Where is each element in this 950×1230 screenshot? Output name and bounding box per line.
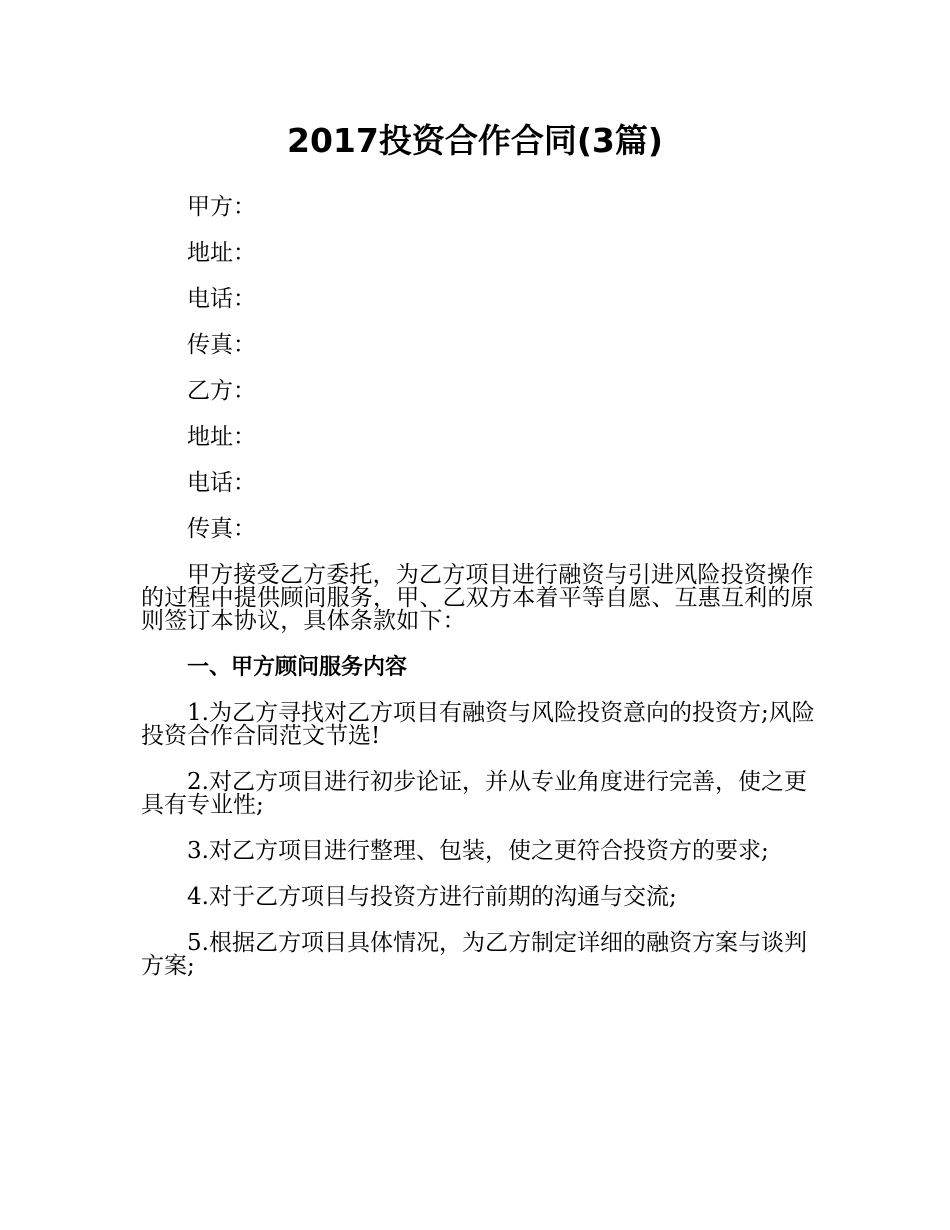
- party-a-address-label: 地址：: [187, 240, 256, 266]
- list-item: 3.对乙方项目进行整理、包装，使之更符合投资方的要求;: [187, 838, 769, 864]
- list-item: 4.对于乙方项目与投资方进行前期的沟通与交流;: [187, 884, 677, 910]
- document-body: [141, 196, 821, 1001]
- section-1-heading: 一、甲方顾问服务内容: [187, 655, 408, 680]
- party-b-fax-label: 传真：: [187, 516, 256, 542]
- intro-paragraph: 甲方接受乙方委托，为乙方项目进行融资与引进风险投资操作的过程中提供顾问服务，甲、乙双方本着平等自愿、互惠互利的原则签订本协议，具体条款如下：: [141, 562, 814, 634]
- party-b-name-label: 乙方：: [187, 378, 256, 404]
- party-b-address-label: 地址：: [187, 424, 256, 450]
- party-a-phone-label: 电话：: [187, 286, 256, 312]
- party-a-fax-label: 传真：: [187, 332, 256, 358]
- party-a-name-label: 甲方：: [187, 194, 256, 220]
- list-item: 2.对乙方项目进行初步论证，并从专业角度进行完善，使之更具有专业性;: [141, 769, 807, 818]
- list-item: 1.为乙方寻找对乙方项目有融资与风险投资意向的投资方;风险投资合作合同范文节选!: [141, 700, 815, 749]
- party-b-phone-label: 电话：: [187, 470, 256, 496]
- list-item: 5.根据乙方项目具体情况，为乙方制定详细的融资方案与谈判方案;: [141, 930, 807, 979]
- document-title: 2017投资合作合同(3篇): [287, 121, 663, 160]
